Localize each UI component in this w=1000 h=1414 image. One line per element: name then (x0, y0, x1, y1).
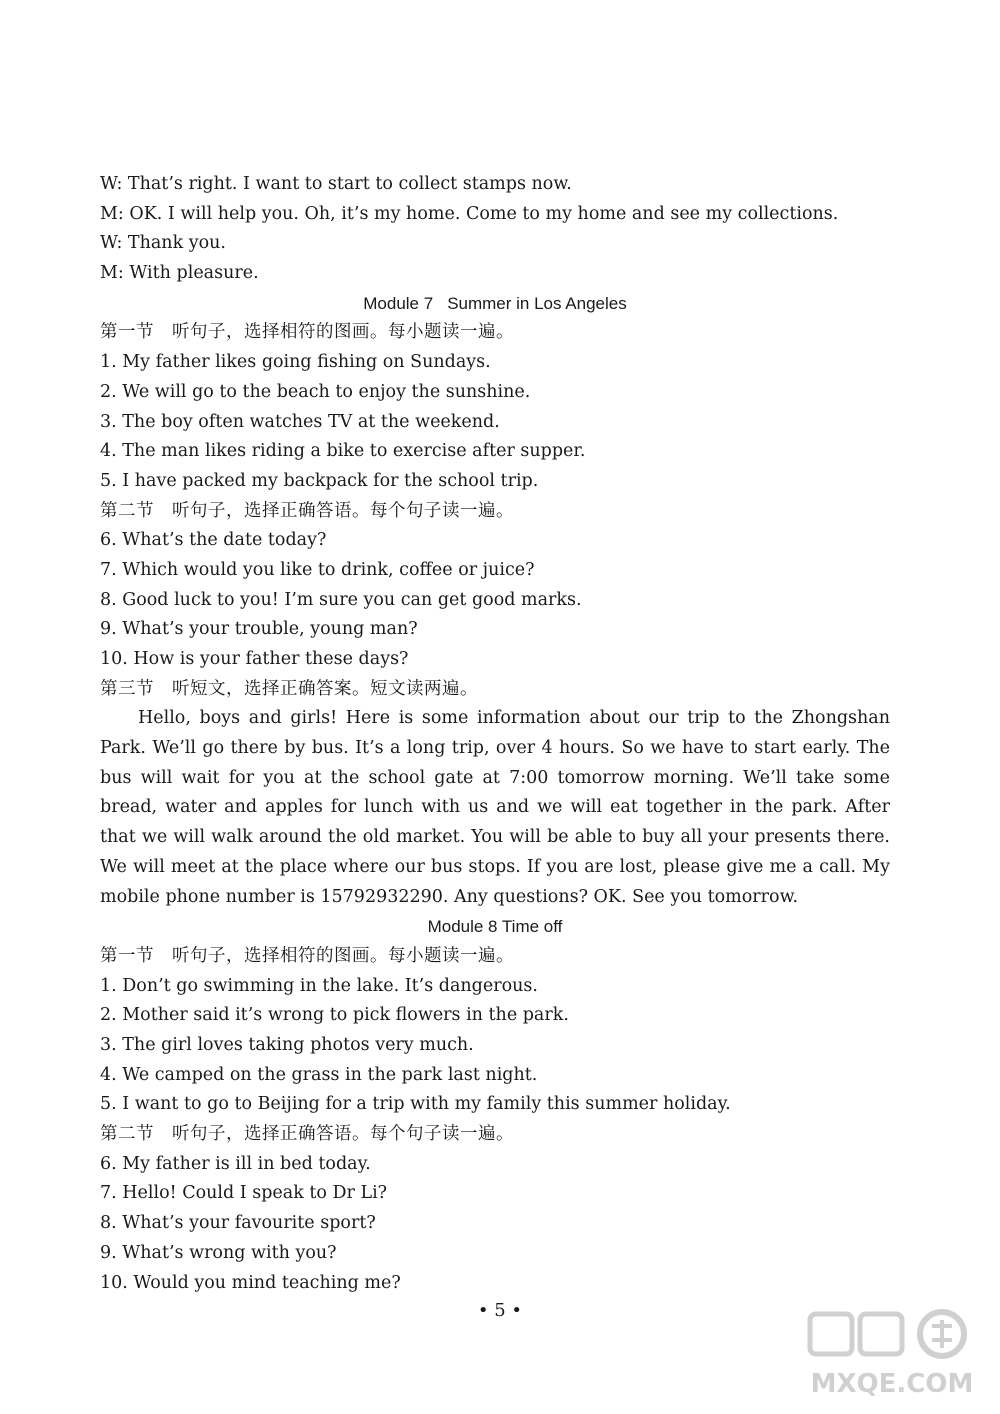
m8-s2-item: 10. Would you mind teaching me? (100, 1272, 401, 1293)
m8-s1-item: 4. We camped on the grass in the park last night. (100, 1064, 538, 1085)
module-7-number: Module 7 (363, 293, 434, 313)
page-body (100, 170, 890, 1298)
m8-s2-item: 6. My father is ill in bed today. (100, 1153, 371, 1174)
m7-s2-item: 7. Which would you like to drink, coffee or juice? (100, 559, 535, 580)
dialogue-line: M: OK. I will help you. Oh, it’s my home. Come to my home and see my collections. (100, 203, 839, 224)
watermark-logo (792, 1306, 992, 1406)
m7-s2-item: 8. Good luck to you! I’m sure you can get good marks. (100, 589, 582, 610)
m8-s1-item: 2. Mother said it’s wrong to pick flowers in the park. (100, 1005, 569, 1026)
module-8-title: Module 8 Time off (427, 917, 563, 937)
dialogue-line: W: Thank you. (100, 233, 226, 254)
m7-s1-item: 5. I have packed my backpack for the school trip. (100, 470, 539, 491)
dialogue-line: W: That’s right. I want to start to collect stamps now. (100, 174, 572, 194)
dialogue-line: M: With pleasure. (100, 263, 259, 284)
m8-s2-item: 8. What’s your favourite sport? (100, 1213, 376, 1234)
m7-s1-item: 3. The boy often watches TV at the weekend. (100, 411, 500, 432)
m8-s2-item: 7. Hello! Could I speak to Dr Li? (100, 1183, 388, 1204)
m8-s1-item: 1. Don’t go swimming in the lake. It’s dangerous. (100, 975, 538, 996)
m7-passage (100, 704, 890, 912)
m7-s1-item: 4. The man likes riding a bike to exercise after supper. (100, 441, 586, 462)
m8-s1-item: 5. I want to go to Beijing for a trip with my family this summer holiday. (100, 1094, 731, 1115)
m8-section-2-heading: 第二节 听句子，选择正确答语。每个句子读一遍。 (100, 1124, 514, 1145)
watermark-brand-icon (810, 1312, 964, 1356)
m7-section-1-heading: 第一节 听句子，选择相符的图画。每小题读一遍。 (100, 322, 514, 343)
m7-passage-text: Hello, boys and girls! Here is some information about our trip to the Zhongshan Park. We’ll go there by bus. It’s a long trip, over 4 hours. So we have to start early. The bus will wait for you at the school gate at 7:00 tomorrow morning. We’ll take some bread, water and apples for lunch with us and we will eat together in the park. After that we will walk around the old market. You will be able to buy all your presents there. We will meet at the place where our bus stops. If you are lost, please give me a call. My mobile phone number is 15792932290. Any questions? OK. See you tomorrow. (100, 708, 890, 907)
m8-s2-item: 9. What’s wrong with you? (100, 1242, 337, 1263)
m7-s1-item: 1. My father likes going fishing on Sundays. (100, 352, 491, 373)
m7-section-3-heading: 第三节 听短文，选择正确答案。短文读两遍。 (100, 678, 478, 699)
m8-section-1-heading: 第一节 听句子，选择相符的图画。每小题读一遍。 (100, 945, 514, 966)
m7-section-2-heading: 第二节 听句子，选择正确答语。每个句子读一遍。 (100, 500, 514, 521)
page-number: • 5 • (477, 1300, 523, 1321)
m7-s2-item: 6. What’s the date today? (100, 530, 327, 551)
module-7-subtitle: Summer in Los Angeles (447, 293, 627, 313)
m7-s2-item: 10. How is your father these days? (100, 649, 409, 669)
module-7-title (100, 289, 890, 319)
watermark-url: MXQE.COM (810, 1369, 974, 1399)
m8-s1-item: 3. The girl loves taking photos very much. (100, 1035, 474, 1056)
m7-s2-item: 9. What’s your trouble, young man? (100, 619, 418, 640)
m7-s1-item: 2. We will go to the beach to enjoy the sunshine. (100, 381, 531, 402)
